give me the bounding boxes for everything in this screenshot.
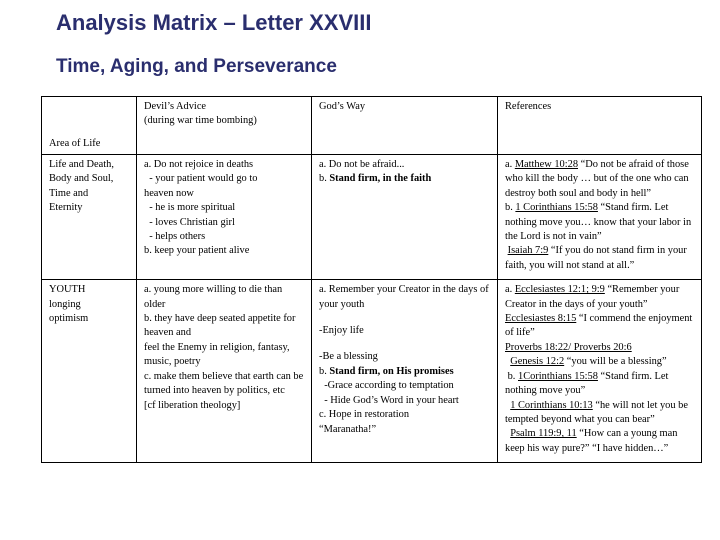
reference-quote: “Stand firm. Let nothing move you” (505, 370, 669, 397)
advice-line: a. young more willing to die than older (144, 284, 283, 310)
advice-line: a. Do not rejoice in deaths (144, 159, 254, 170)
reference-quote: “Do not be afraid of those who kill the body … but of the one who can destroy both soul and body in hell” (505, 159, 689, 199)
emphasis-text: Stand firm, on His promises (329, 365, 454, 377)
scripture-reference: Genesis 12:2 (510, 356, 565, 368)
reference-quote: “he will not let you be tempted beyond what you can bear” (505, 399, 688, 425)
page-subtitle: Time, Aging, and Perseverance (56, 56, 337, 77)
reference-quote: “I commend the enjoyment of life” (505, 313, 693, 339)
reference-entry (505, 399, 695, 428)
analysis-matrix-table (41, 96, 702, 463)
area-cell (42, 280, 137, 463)
page-title: Analysis Matrix – Letter XXVIII (56, 10, 372, 35)
area-line: optimism (49, 313, 89, 325)
reference-entry (505, 244, 695, 273)
reference-entry (505, 312, 695, 341)
advice-line: feel the Enemy in religion, fantasy, music, poetry (144, 341, 290, 368)
references-cell (498, 155, 702, 280)
area-line: Body and Soul, (49, 173, 114, 185)
advice-line: - loves Christian girl (144, 216, 235, 228)
advice-line: - he is more spiritual (144, 202, 236, 214)
spacer (319, 312, 491, 324)
scripture-reference: 1 Corinthians 15:58 (515, 202, 598, 214)
advice-line: heaven now (144, 187, 194, 199)
scripture-reference: Ecclesiastes 8:15 (505, 313, 577, 325)
advice-line: - helps others (144, 231, 206, 243)
header-references: References (498, 97, 702, 155)
gods-way-line: c. Hope in restoration (319, 409, 410, 421)
header-devils-advice-note: (during war time bombing) (144, 115, 257, 127)
devil-advice-cell (137, 155, 312, 280)
area-line: Time and (49, 187, 89, 199)
devil-advice-cell (137, 280, 312, 463)
gods-way-line: a. Do not be afraid... (319, 159, 405, 170)
reference-entry (505, 341, 695, 355)
reference-entry (505, 427, 695, 456)
item-prefix: b. (505, 202, 516, 214)
gods-way-cell (312, 280, 498, 463)
scripture-reference: Ecclesiastes 12:1; 9:9 (514, 284, 605, 296)
reference-quote: “Remember your Creator in the days of your youth” (505, 284, 680, 310)
area-line: Life and Death, (49, 159, 114, 170)
advice-line: c. make them believe that earth can be turned into heaven by politics, etc (144, 370, 304, 397)
emphasis-text: Stand firm, in the faith (329, 173, 432, 185)
advice-line: b. keep your patient alive (144, 245, 250, 257)
area-line: YOUTH (49, 284, 86, 296)
area-line: longing (49, 298, 81, 310)
reference-entry (505, 355, 695, 369)
references-cell (498, 280, 702, 463)
gods-way-line: a. Remember your Creator in the days of your youth (319, 284, 489, 310)
header-gods-way: God’s Way (312, 97, 498, 155)
gods-way-line (319, 172, 491, 186)
header-devils-advice-label: Devil’s Advice (144, 101, 207, 112)
table-row (42, 280, 702, 463)
item-prefix: a. (505, 159, 515, 170)
item-prefix: a. (505, 284, 515, 296)
advice-line: - your patient would go to (144, 173, 258, 185)
gods-way-line (319, 365, 491, 379)
reference-entry (505, 201, 695, 244)
reference-entry (505, 283, 695, 312)
table-row (42, 155, 702, 280)
reference-entry (505, 370, 695, 399)
reference-quote: “you will be a blessing” (564, 356, 667, 368)
gods-way-line: -Grace according to temptation (319, 380, 454, 392)
scripture-reference: Psalm 119:9, 11 (510, 428, 577, 440)
advice-line: b. they have deep seated appetite for heaven and (144, 313, 296, 339)
gods-way-line: -Enjoy life (319, 325, 364, 337)
header-row (42, 97, 702, 155)
scripture-reference: Isaiah 7:9 (507, 245, 549, 257)
area-line: Eternity (49, 202, 83, 214)
scripture-reference: 1 Corinthians 10:13 (510, 399, 593, 411)
gods-way-line: - Hide God’s Word in your heart (319, 394, 459, 406)
scripture-reference: Proverbs 18:22/ Proverbs 20:6 (505, 341, 632, 353)
reference-quote: “How can a young man keep his way pure?” “I have hidden…” (505, 428, 678, 454)
item-prefix: b. (507, 370, 518, 382)
item-prefix: b. (319, 173, 330, 185)
reference-entry (505, 158, 695, 201)
scripture-reference: Matthew 10:28 (514, 159, 579, 170)
item-prefix: b. (319, 365, 330, 377)
scripture-reference: 1Corinthians 15:58 (518, 370, 598, 382)
reference-quote: “If you do not stand firm in your faith, you will not stand at all.” (505, 245, 687, 271)
spacer (319, 338, 491, 350)
gods-way-line: -Be a blessing (319, 351, 378, 363)
gods-way-line: “Maranatha!” (319, 423, 377, 435)
advice-line: [cf liberation theology] (144, 399, 241, 411)
area-cell (42, 155, 137, 280)
gods-way-cell (312, 155, 498, 280)
reference-quote: “Stand firm. Let nothing move you… know that your labor in the Lord is not in vain” (505, 202, 692, 243)
header-devils-advice (137, 97, 312, 155)
header-area-of-life: Area of Life (42, 97, 137, 155)
